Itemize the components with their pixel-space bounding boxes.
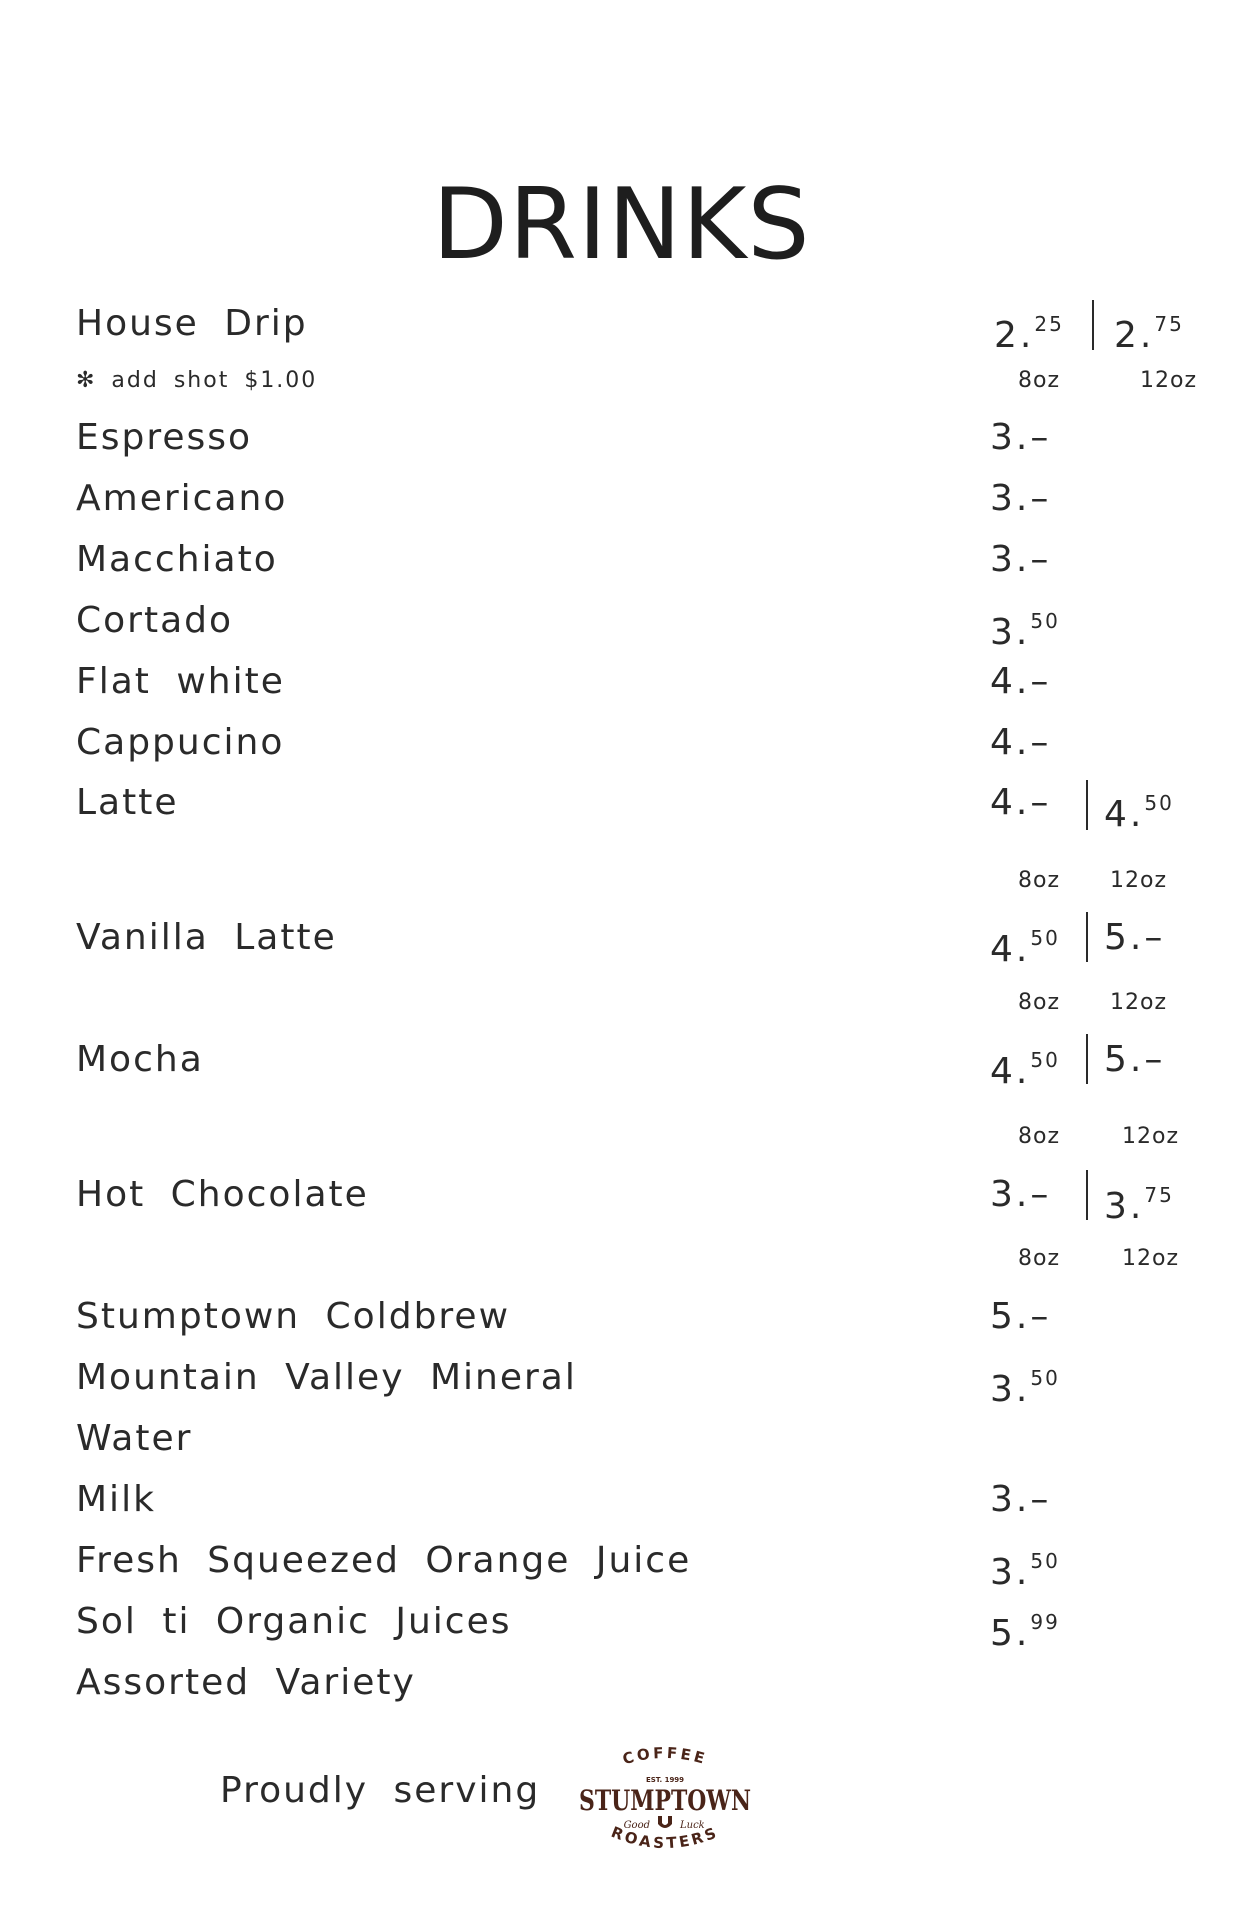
size-label-12oz: 12oz xyxy=(1140,368,1198,393)
logo-coffee-text: COFFEE xyxy=(620,1744,710,1769)
size-label-12oz: 12oz xyxy=(1122,1246,1180,1271)
size-label-8oz: 8oz xyxy=(1018,1124,1061,1149)
menu-item-mountain-valley-line2: Water xyxy=(76,1418,193,1459)
price-hot-chocolate-12oz: 3.75 xyxy=(1104,1183,1174,1227)
price-separator xyxy=(1086,780,1088,830)
price-house-drip-8oz: 2.25 xyxy=(994,312,1064,356)
price-mocha-12oz: 5.– xyxy=(1104,1039,1166,1080)
price-espresso: 3.– xyxy=(990,417,1052,458)
menu-item-americano: Americano xyxy=(76,478,288,519)
size-label-8oz: 8oz xyxy=(1018,1246,1061,1271)
price-separator xyxy=(1092,300,1094,350)
menu-item-orange-juice: Fresh Squeezed Orange Juice xyxy=(76,1540,692,1581)
size-label-12oz: 12oz xyxy=(1110,868,1168,893)
price-latte-12oz: 4.50 xyxy=(1104,791,1174,835)
price-latte-8oz: 4.– xyxy=(990,782,1052,823)
price-hot-chocolate-8oz: 3.– xyxy=(990,1174,1052,1215)
menu-item-hot-chocolate: Hot Chocolate xyxy=(76,1174,369,1215)
horseshoe-icon xyxy=(658,1816,672,1828)
logo-luck-text: Luck xyxy=(680,1820,705,1831)
logo-roasters-text: ROASTERS xyxy=(608,1823,722,1853)
menu-item-house-drip: House Drip xyxy=(76,303,308,344)
price-separator xyxy=(1086,912,1088,962)
price-stumptown-coldbrew: 5.– xyxy=(990,1296,1052,1337)
size-label-8oz: 8oz xyxy=(1018,990,1061,1015)
price-milk: 3.– xyxy=(990,1479,1052,1520)
size-label-8oz: 8oz xyxy=(1018,368,1061,393)
size-label-12oz: 12oz xyxy=(1122,1124,1180,1149)
menu-title: DRINKS xyxy=(432,168,811,282)
menu-item-sol-ti-juices: Sol ti Organic Juices xyxy=(76,1601,512,1642)
price-house-drip-12oz: 2.75 xyxy=(1114,312,1184,356)
menu-item-assorted-variety: Assorted Variety xyxy=(76,1662,416,1703)
price-flat-white: 4.– xyxy=(990,661,1052,702)
price-mocha-8oz: 4.50 xyxy=(990,1048,1060,1092)
logo-good-text: Good xyxy=(623,1820,650,1831)
menu-item-mocha: Mocha xyxy=(76,1039,204,1080)
menu-item-flat-white: Flat white xyxy=(76,661,285,702)
price-vanilla-latte-12oz: 5.– xyxy=(1104,917,1166,958)
add-shot-note: ✻ add shot $1.00 xyxy=(76,368,318,393)
menu-item-cortado: Cortado xyxy=(76,600,234,641)
price-separator xyxy=(1086,1034,1088,1084)
price-americano: 3.– xyxy=(990,478,1052,519)
price-separator xyxy=(1086,1170,1088,1220)
menu-item-vanilla-latte: Vanilla Latte xyxy=(76,917,337,958)
menu-item-macchiato: Macchiato xyxy=(76,539,278,580)
size-label-12oz: 12oz xyxy=(1110,990,1168,1015)
footer-proudly-serving: Proudly serving xyxy=(220,1770,541,1811)
menu-item-stumptown-coldbrew: Stumptown Coldbrew xyxy=(76,1296,511,1337)
price-vanilla-latte-8oz: 4.50 xyxy=(990,926,1060,970)
logo-est-text: EST. 1999 xyxy=(645,1776,685,1784)
menu-item-mountain-valley: Mountain Valley Mineral xyxy=(76,1357,577,1398)
logo-brand-text: STUMPTOWN xyxy=(579,1784,751,1817)
price-mountain-valley: 3.50 xyxy=(990,1366,1060,1410)
menu-item-cappucino: Cappucino xyxy=(76,722,285,763)
price-sol-ti-juices: 5.99 xyxy=(990,1610,1060,1654)
menu-item-milk: Milk xyxy=(76,1479,156,1520)
stumptown-logo xyxy=(570,1744,760,1856)
price-cortado: 3.50 xyxy=(990,609,1060,653)
price-macchiato: 3.– xyxy=(990,539,1052,580)
price-cappucino: 4.– xyxy=(990,722,1052,763)
menu-item-latte: Latte xyxy=(76,782,179,823)
size-label-8oz: 8oz xyxy=(1018,868,1061,893)
menu-item-espresso: Espresso xyxy=(76,417,253,458)
price-orange-juice: 3.50 xyxy=(990,1549,1060,1593)
